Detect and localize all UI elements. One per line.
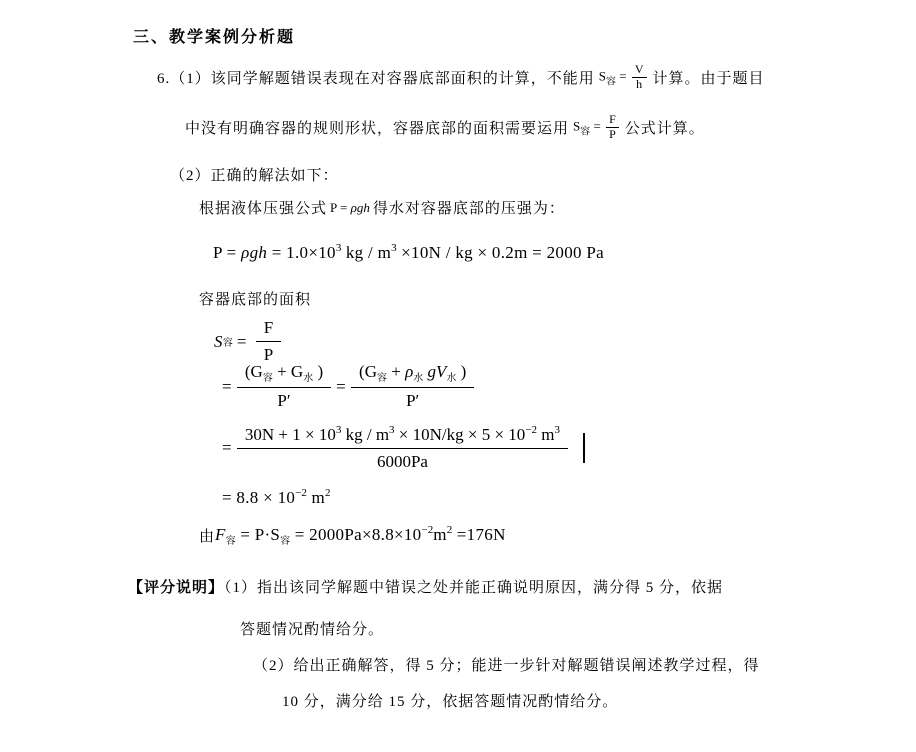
fraction-numerator: V (632, 63, 647, 78)
area-equation-line-2 (222, 362, 479, 411)
eq-term: + G (272, 362, 304, 381)
eq-term: × 10N/kg × 5 × 10 (394, 425, 526, 444)
fraction-weights-expanded (351, 362, 474, 411)
exponent: 2 (324, 487, 331, 499)
formula-subscript: 水 (303, 373, 314, 384)
eq-term: kg / m (341, 425, 390, 444)
fraction-denominator: 6000Pa (376, 452, 428, 471)
equals-sign: = (619, 67, 627, 83)
force-equation-line (199, 524, 506, 547)
inline-formula-s-vh (599, 63, 649, 92)
part2-heading: （2）正确的解法如下： (170, 168, 339, 184)
formula-subscript: 容 (376, 373, 387, 384)
eq-term: ×10N / kg × 0.2m = 2000 Pa (396, 243, 604, 262)
area-equation-line-4 (222, 487, 330, 508)
eq-term: = 8.8 × 10 (222, 488, 296, 507)
exponent: −2 (421, 524, 434, 536)
fraction-numeric (237, 424, 568, 472)
exponent: 2 (446, 524, 453, 536)
fraction-f-over-p (606, 113, 619, 142)
scoring-label: 【评分说明】 (128, 580, 225, 596)
fraction-v-over-h (632, 63, 647, 92)
exponent: −2 (525, 424, 538, 436)
fraction-numerator (351, 362, 474, 388)
scoring-note-line-4: 10 分，满分给 15 分，依据答题情况酌情给分。 (282, 694, 619, 710)
formula-subscript: 容 (262, 373, 273, 384)
answer-line-1-suffix: 计算。由于题目 (652, 70, 765, 87)
fraction-denominator: P′ (277, 391, 291, 410)
formula-symbol: S (598, 67, 606, 83)
pressure-equation (213, 242, 604, 263)
equals-sign: = (336, 376, 347, 396)
answer-line-2-suffix: 公式计算。 (624, 120, 705, 137)
equals-sign: = (593, 117, 601, 133)
exponent: 3 (391, 242, 397, 254)
eq-term: ) (456, 362, 467, 381)
eq-term: m (537, 425, 555, 444)
eq-term: =176N (452, 525, 506, 544)
exponent: 3 (335, 242, 342, 254)
scoring-item1-text: （1）指出该同学解题中错误之处并能正确说明原因，满分得 5 分，依据 (224, 580, 724, 596)
pressure-intro-line (199, 197, 565, 218)
area-equation-line-3 (222, 424, 585, 472)
answer-line-1 (157, 56, 765, 98)
fraction-numerator (237, 362, 331, 388)
scoring-note-line-1 (128, 576, 723, 597)
pressure-intro-suffix: 得水对容器底部的压强为： (372, 201, 565, 217)
fraction-numerator (237, 424, 568, 449)
eq-term: ) (313, 362, 324, 381)
inline-formula-p-rgh (330, 200, 370, 216)
formula-subscript: 容 (606, 75, 616, 87)
pressure-intro-prefix: 根据液体压强公式 (199, 201, 328, 217)
eq-term: 30N + 1 × 10 (244, 425, 336, 444)
eq-term: kg / m (341, 243, 392, 262)
formula-subscript: 水 (413, 373, 424, 384)
exponent: −2 (295, 487, 307, 499)
rho-symbol: ρ (405, 362, 414, 381)
equals-sign: = (222, 376, 232, 396)
formula-symbol: F (215, 525, 226, 544)
exponent: 3 (389, 424, 395, 436)
area-label: 容器底部的面积 (199, 292, 312, 308)
formula-symbol: S (573, 117, 581, 133)
scoring-note-line-3: （2）给出正确解答，得 5 分；能进一步针对解题错误阐述教学过程，得 (253, 658, 760, 674)
inline-formula-s-fp (573, 113, 621, 142)
eq-term: m (306, 488, 325, 507)
force-equation (215, 524, 506, 547)
text-cursor (583, 433, 585, 463)
answer-line-2 (185, 106, 705, 148)
equals-sign: = (236, 331, 247, 351)
rho-g-h: ρgh (241, 243, 268, 262)
force-line-prefix: 由 (199, 529, 216, 545)
formula-symbol: P = (330, 199, 351, 215)
fraction-denominator: P′ (406, 391, 420, 410)
formula-subscript: 容 (280, 536, 291, 547)
fraction-denominator: P (609, 126, 616, 141)
g-v-symbols: gV (423, 362, 447, 381)
eq-term: = P·S (235, 525, 281, 544)
answer-line-2-text: 中没有明确容器的规则形状，容器底部的面积需要运用 (185, 120, 570, 137)
formula-subscript: 容 (222, 338, 233, 349)
formula-subscript: 水 (446, 373, 457, 384)
fraction-f-over-p (256, 318, 281, 365)
equals-sign: = (222, 438, 232, 457)
eq-term: P = (213, 243, 242, 262)
rho-g-h: ρgh (350, 199, 370, 215)
exponent: 3 (554, 424, 561, 436)
eq-term: (G (359, 362, 377, 381)
formula-subscript: 容 (580, 125, 591, 137)
fraction-numerator: F (606, 113, 619, 128)
fraction-denominator: h (636, 76, 643, 91)
formula-symbol: S (214, 331, 223, 351)
section-heading: 三、教学案例分析题 (133, 29, 296, 46)
eq-term: = 1.0×10 (267, 243, 336, 262)
exponent: 3 (335, 424, 342, 436)
eq-term: = 2000Pa×8.8×10 (290, 525, 422, 544)
eq-term: (G (244, 362, 263, 381)
fraction-denominator: P (263, 345, 274, 364)
area-equation-line-1 (214, 318, 286, 365)
fraction-numerator: F (256, 318, 281, 342)
scoring-note-line-2: 答题情况酌情给分。 (240, 622, 385, 638)
formula-subscript: 容 (225, 536, 236, 547)
answer-line-1-text: 6.（1）该同学解题错误表现在对容器底部面积的计算，不能用 (157, 70, 595, 87)
fraction-weights (237, 362, 331, 411)
eq-term: + (386, 362, 406, 381)
eq-term: m (433, 525, 447, 544)
